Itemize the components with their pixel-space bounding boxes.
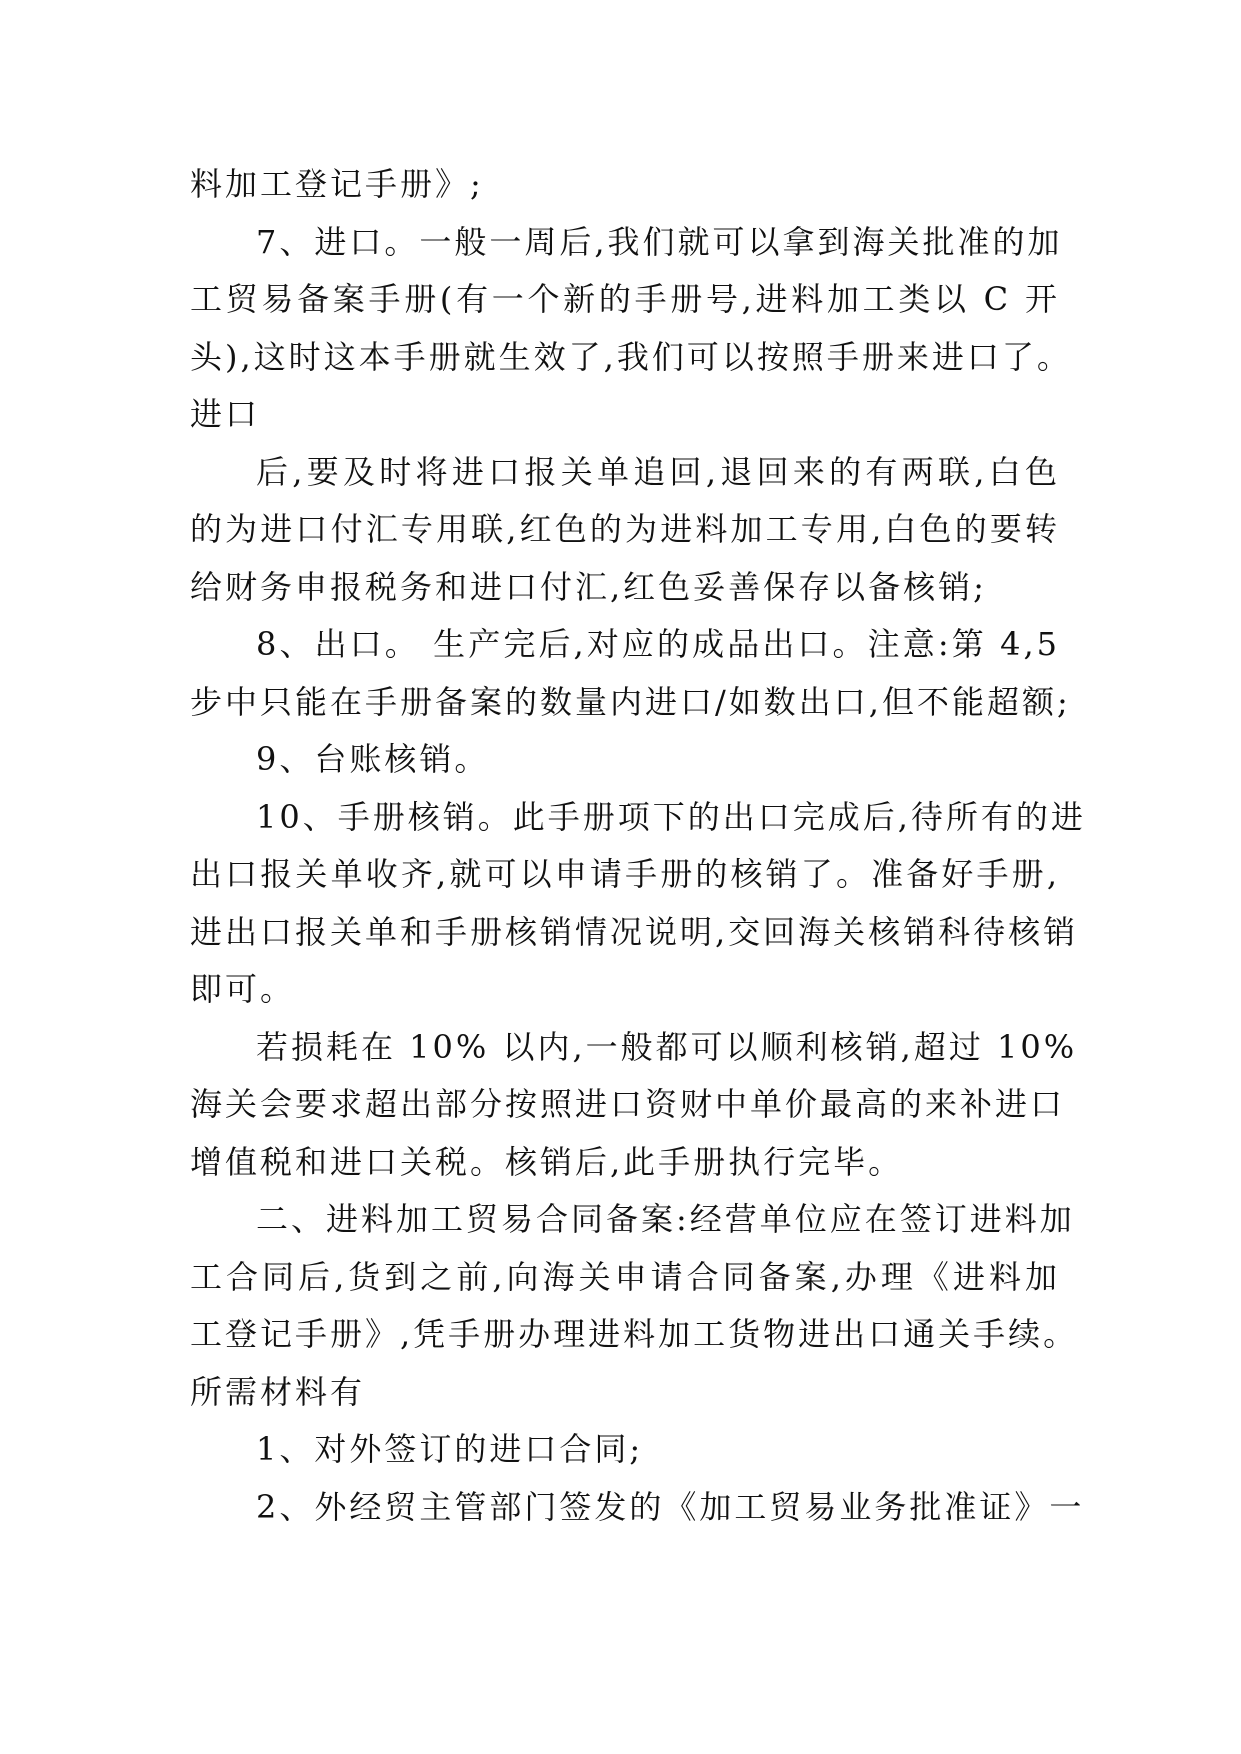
text-line: 7、进口。一般一周后,我们就可以拿到海关批准的加 xyxy=(256,222,1063,261)
text-line: 9、台账核销。 xyxy=(256,740,490,778)
text-line: 工贸易备案手册(有一个新的手册号,进料加工类以 C 开 xyxy=(190,280,1060,318)
text-line: 出口报关单收齐,就可以申请手册的核销了。准备好手册, xyxy=(190,855,1060,893)
text-line: 后,要及时将进口报关单追回,退回来的有两联,白色 xyxy=(256,452,1060,491)
text-line: 所需材料有 xyxy=(190,1372,366,1411)
document-body xyxy=(190,156,1086,1536)
text-line: 即可。 xyxy=(190,970,296,1008)
text-line: 的为进口付汇专用联,红色的为进料加工专用,白色的要转 xyxy=(190,510,1060,548)
text-line: 工合同后,货到之前,向海关申请合同备案,办理《进料加 xyxy=(190,1257,1060,1296)
text-line: 给财务申报税务和进口付汇,红色妥善保存以备核销; xyxy=(190,567,987,606)
text-line: 8、出口。 生产完后,对应的成品出口。注意:第 4,5 xyxy=(256,625,1060,663)
text-line: 1、对外签订的进口合同; xyxy=(256,1430,644,1468)
text-line: 头),这时这本手册就生效了,我们可以按照手册来进口了。 xyxy=(190,337,1072,376)
text-line: 进出口报关单和手册核销情况说明,交回海关核销科待核销 xyxy=(190,912,1079,951)
text-line: 2、外经贸主管部门签发的《加工贸易业务批准证》一 xyxy=(256,1487,1085,1526)
text-line: 若损耗在 10% 以内,一般都可以顺利核销,超过 10% xyxy=(256,1027,1078,1066)
text-line: 二、进料加工贸易合同备案:经营单位应在签订进料加 xyxy=(256,1200,1075,1238)
text-line: 10、手册核销。此手册项下的出口完成后,待所有的进 xyxy=(256,797,1086,836)
text-line: 海关会要求超出部分按照进口资财中单价最高的来补进口 xyxy=(190,1085,1066,1123)
text-line: 增值税和进口关税。核销后,此手册执行完毕。 xyxy=(190,1142,904,1181)
text-line: 工登记手册》,凭手册办理进料加工货物进出口通关手续。 xyxy=(190,1315,1079,1353)
text-line: 步中只能在手册备案的数量内进口/如数出口,但不能超额; xyxy=(190,682,1071,721)
text-line: 进口 xyxy=(190,395,261,433)
text-line: 料加工登记手册》; xyxy=(190,165,484,203)
